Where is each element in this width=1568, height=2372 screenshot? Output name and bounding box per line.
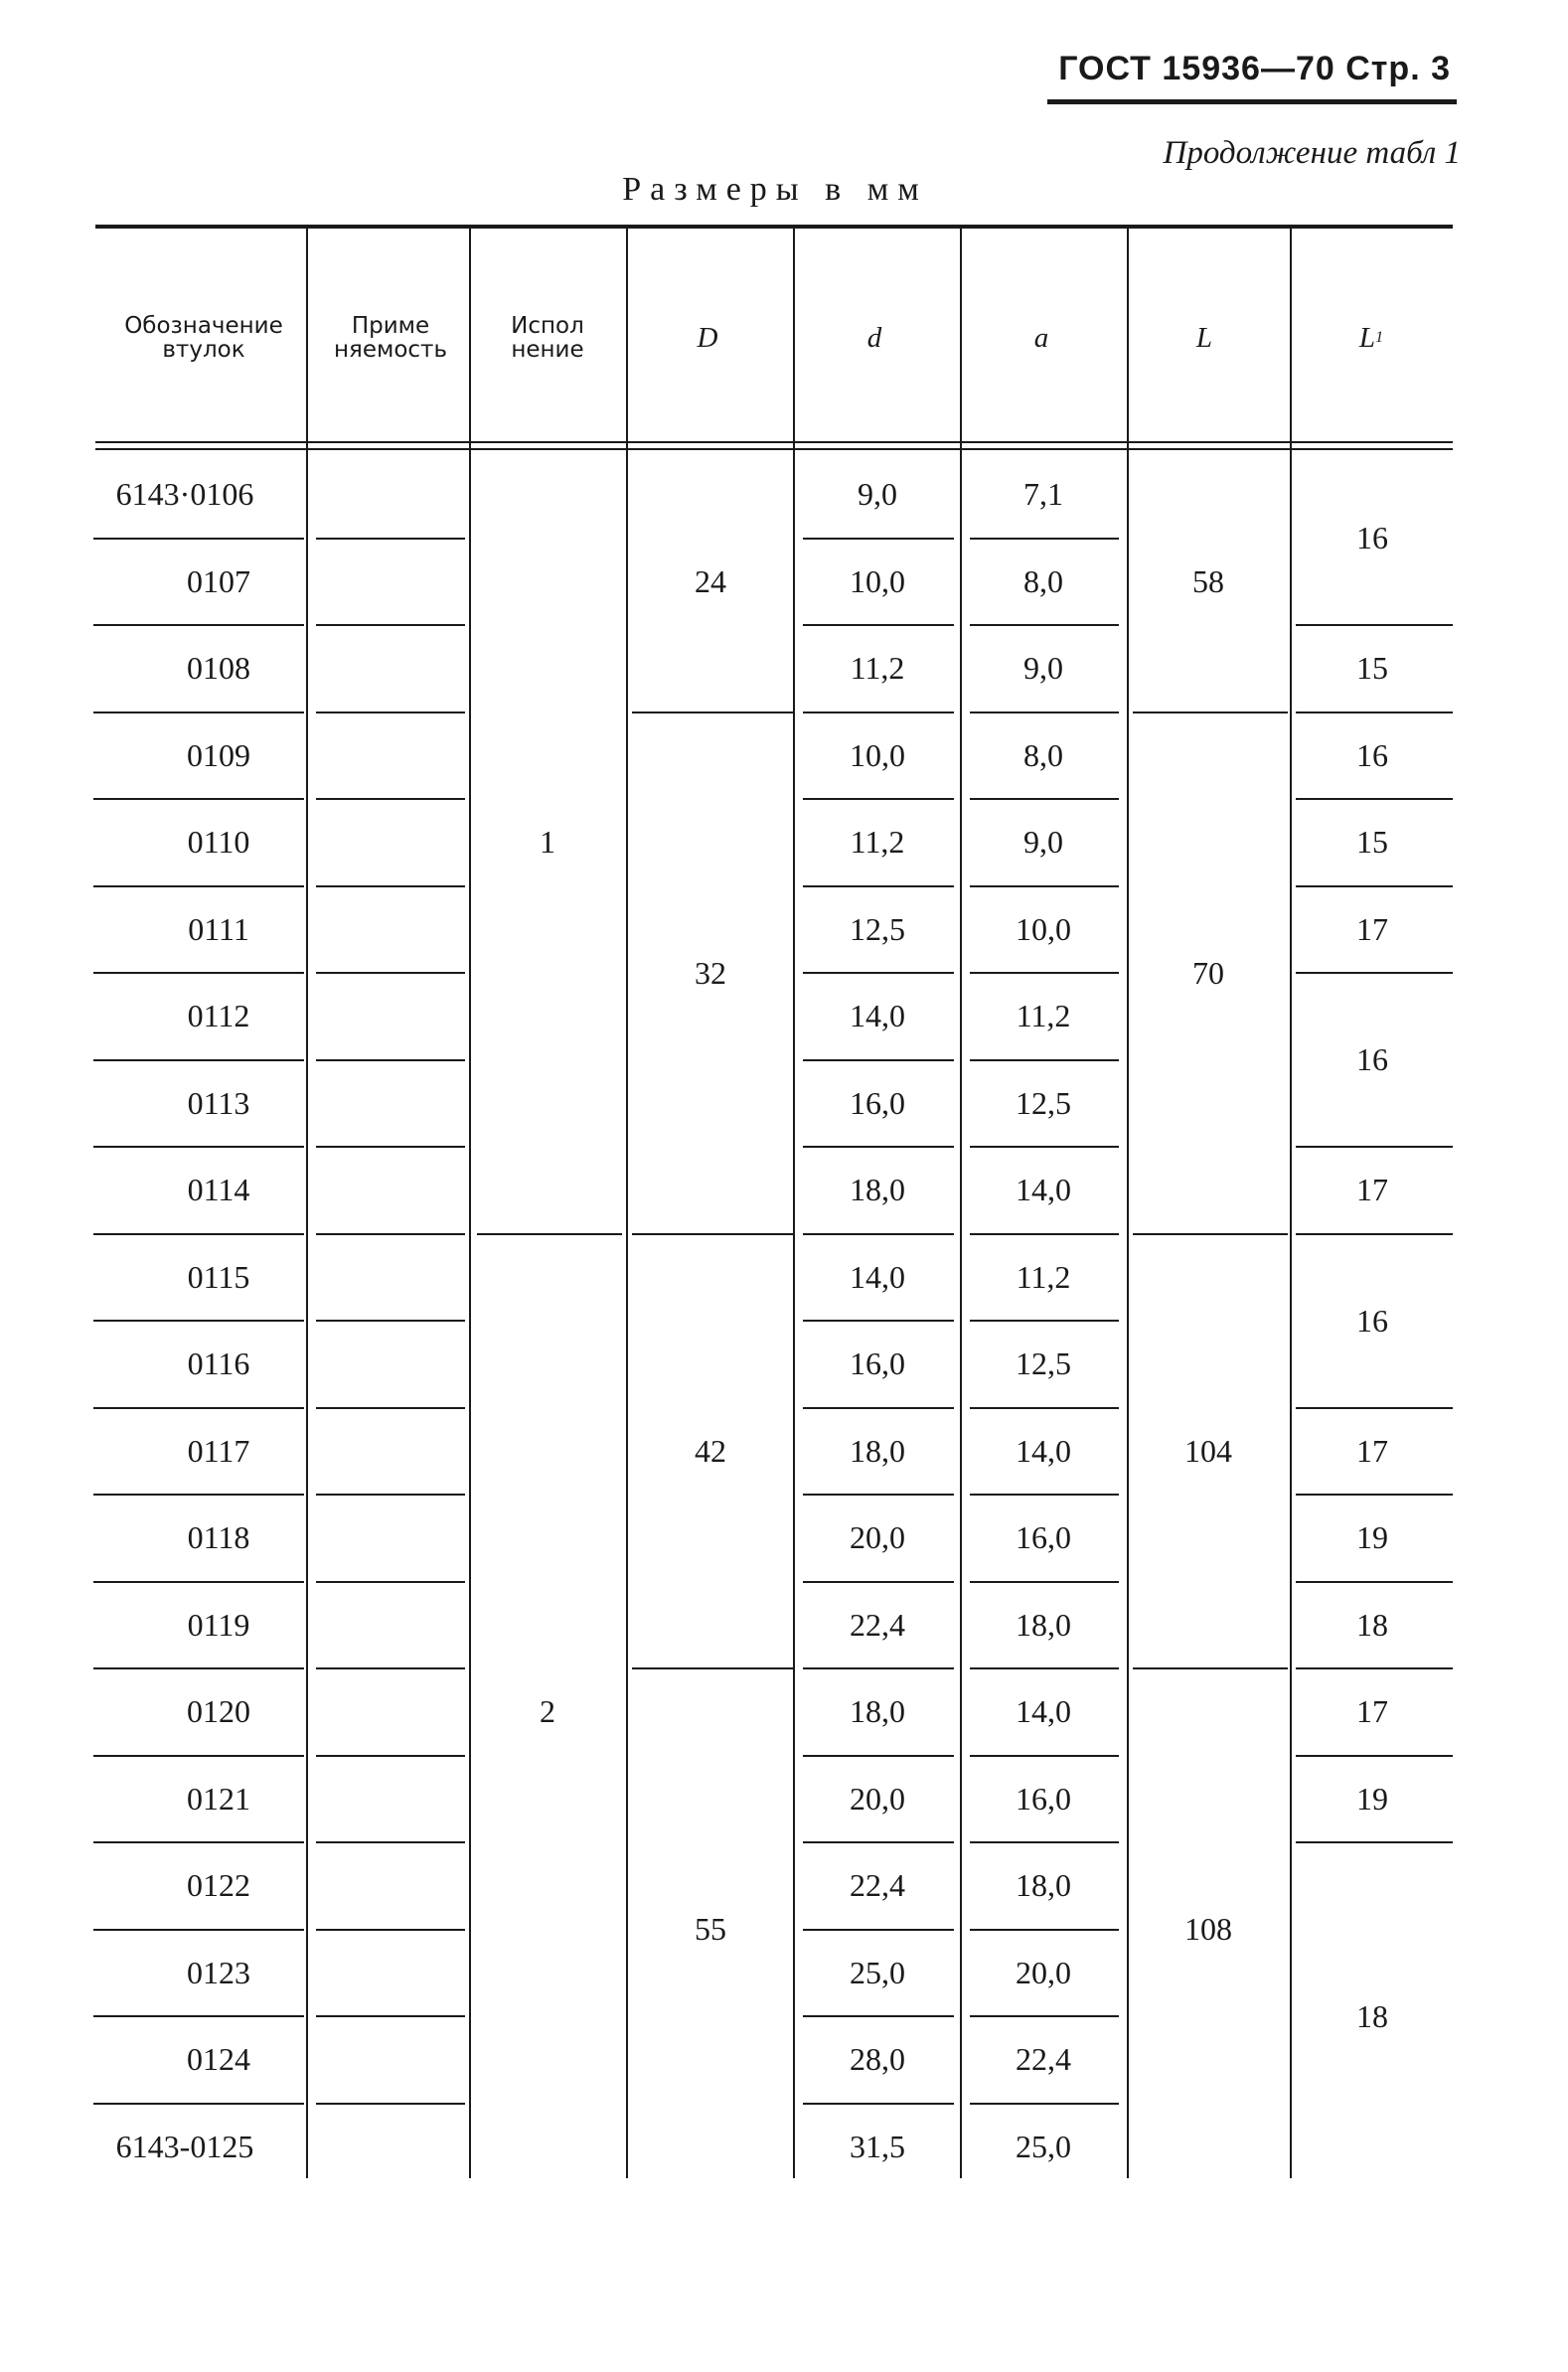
column-header-L1-subscript: 1 [1375, 328, 1384, 346]
a-value-cell: 7,1 [1023, 476, 1063, 513]
d-value-cell: 11,2 [850, 824, 905, 861]
L1-group-cell: 17 [1356, 1693, 1388, 1730]
header-bottom-rule-double [95, 448, 1453, 450]
row-divider-applicability [316, 1407, 465, 1409]
a-value-cell: 12,5 [1016, 1084, 1071, 1121]
d-value-cell: 18,0 [850, 1172, 905, 1208]
D-group-cell: 24 [695, 562, 726, 599]
L1-group-cell: 18 [1356, 1997, 1388, 2034]
designation-cell: 0107 [187, 562, 250, 599]
d-value-cell: 9,0 [858, 476, 897, 513]
designation-cell: 0113 [187, 1084, 250, 1121]
designation-cell: 0109 [187, 736, 250, 773]
a-value-cell: 9,0 [1023, 650, 1063, 687]
d-value-cell: 16,0 [850, 1084, 905, 1121]
standard-number: ГОСТ 15936—70 [1058, 50, 1335, 87]
D-group-cell: 55 [695, 1911, 726, 1947]
L1-group-cell: 19 [1356, 1519, 1388, 1556]
d-value-cell: 10,0 [850, 736, 905, 773]
row-divider-applicability [316, 885, 465, 887]
designation-cell: 0118 [187, 1519, 250, 1556]
d-value-cell: 31,5 [850, 2128, 905, 2164]
column-header-L1-letter: L [1358, 321, 1376, 354]
a-value-cell: 18,0 [1016, 1606, 1071, 1643]
a-value-cell: 8,0 [1023, 562, 1063, 599]
a-value-cell: 14,0 [1016, 1172, 1071, 1208]
row-divider-applicability [316, 1755, 465, 1757]
d-value-cell: 16,0 [850, 1345, 905, 1382]
a-value-cell: 14,0 [1016, 1432, 1071, 1469]
d-value-cell: 25,0 [850, 1954, 905, 1990]
a-value-cell: 22,4 [1016, 2041, 1071, 2078]
designation-cell: 0119 [187, 1606, 250, 1643]
designation-cell: 0114 [187, 1172, 250, 1208]
row-divider-applicability [316, 1929, 465, 1931]
designation-cell: 0121 [187, 1780, 250, 1817]
L-group-cell: 108 [1184, 1911, 1232, 1947]
L-group-cell: 104 [1184, 1432, 1232, 1469]
column-header-a: a [1033, 321, 1049, 354]
header-rule [1047, 99, 1457, 104]
designation-cell: 0110 [187, 824, 250, 861]
row-divider-applicability [316, 972, 465, 974]
d-value-cell: 28,0 [850, 2041, 905, 2078]
L1-group-cell: 17 [1356, 1172, 1388, 1208]
a-value-cell: 10,0 [1016, 910, 1071, 947]
designation-cell: 0124 [187, 2041, 250, 2078]
row-divider-applicability [316, 712, 465, 713]
row-divider-applicability [316, 1841, 465, 1843]
designation-cell: 0120 [187, 1693, 250, 1730]
a-value-cell: 25,0 [1016, 2128, 1071, 2164]
row-divider-applicability [316, 1320, 465, 1322]
version-group-cell: 1 [540, 824, 555, 861]
row-divider-applicability [316, 538, 465, 540]
row-divider-applicability [316, 1494, 465, 1496]
L1-group-cell: 16 [1356, 736, 1388, 773]
L1-group-cell: 17 [1356, 910, 1388, 947]
row-divider-applicability [316, 1667, 465, 1669]
column-header-applicability: Приме няемость [333, 312, 448, 363]
d-value-cell: 12,5 [850, 910, 905, 947]
d-value-cell: 22,4 [850, 1606, 905, 1643]
d-value-cell: 20,0 [850, 1519, 905, 1556]
table-continuation-note: Продолжение табл 1 [1163, 135, 1461, 171]
L1-group-cell: 16 [1356, 1041, 1388, 1077]
L1-group-cell: 15 [1356, 824, 1388, 861]
designation-cell: 0117 [187, 1432, 250, 1469]
row-divider-applicability [316, 1581, 465, 1583]
row-divider-applicability [316, 1233, 465, 1235]
designation-cell: 6143-0125 [115, 2128, 254, 2164]
page-header [1004, 50, 1451, 88]
designation-cell: 0112 [187, 998, 250, 1034]
L1-group-cell: 16 [1356, 1302, 1388, 1339]
row-divider-applicability [316, 2015, 465, 2017]
L1-group-cell: 19 [1356, 1780, 1388, 1817]
d-value-cell: 20,0 [850, 1780, 905, 1817]
a-value-cell: 12,5 [1016, 1345, 1071, 1382]
D-group-cell: 42 [695, 1432, 726, 1469]
column-header-L: L [1195, 321, 1213, 354]
a-value-cell: 20,0 [1016, 1954, 1071, 1990]
d-value-cell: 14,0 [850, 998, 905, 1034]
row-divider-applicability [316, 624, 465, 626]
a-value-cell: 11,2 [1016, 998, 1071, 1034]
L1-group-cell: 18 [1356, 1606, 1388, 1643]
designation-cell: 0108 [187, 650, 250, 687]
a-value-cell: 11,2 [1016, 1258, 1071, 1295]
designation-cell: 0115 [187, 1258, 250, 1295]
column-header-designation: Обозначение втулок [124, 312, 283, 363]
page-number: Стр. 3 [1345, 50, 1451, 87]
row-divider-applicability [316, 1146, 465, 1148]
a-value-cell: 9,0 [1023, 824, 1063, 861]
D-group-cell: 32 [695, 954, 726, 991]
d-value-cell: 22,4 [850, 1867, 905, 1904]
d-value-cell: 11,2 [850, 650, 905, 687]
header-bottom-rule [95, 441, 1453, 443]
column-header-d: d [866, 321, 882, 354]
designation-cell: 0122 [187, 1867, 250, 1904]
column-header-version: Испол нение [511, 312, 584, 363]
a-value-cell: 18,0 [1016, 1867, 1071, 1904]
L1-group-cell: 16 [1356, 520, 1388, 555]
a-value-cell: 16,0 [1016, 1780, 1071, 1817]
a-value-cell: 14,0 [1016, 1693, 1071, 1730]
L1-group-cell: 15 [1356, 650, 1388, 687]
row-divider-applicability [316, 1059, 465, 1061]
a-value-cell: 16,0 [1016, 1519, 1071, 1556]
a-value-cell: 8,0 [1023, 736, 1063, 773]
column-divider [469, 229, 471, 2178]
d-value-cell: 18,0 [850, 1693, 905, 1730]
d-value-cell: 10,0 [850, 562, 905, 599]
row-divider-applicability [316, 798, 465, 800]
designation-cell: 0116 [187, 1345, 250, 1382]
d-value-cell: 18,0 [850, 1432, 905, 1469]
L1-group-cell: 17 [1356, 1432, 1388, 1469]
designation-cell: 0111 [188, 910, 249, 947]
column-header-L1 [1292, 234, 1451, 442]
table-top-rule [95, 225, 1453, 229]
units-caption: Размеры в мм [622, 171, 928, 208]
version-group-cell: 2 [540, 1693, 555, 1730]
row-divider-applicability [316, 2103, 465, 2105]
L-group-cell: 58 [1192, 562, 1224, 599]
designation-cell: 0123 [187, 1954, 250, 1990]
designation-cell: 6143·0106 [115, 476, 254, 513]
d-value-cell: 14,0 [850, 1258, 905, 1295]
column-header-D: D [697, 321, 718, 354]
L-group-cell: 70 [1192, 954, 1224, 991]
